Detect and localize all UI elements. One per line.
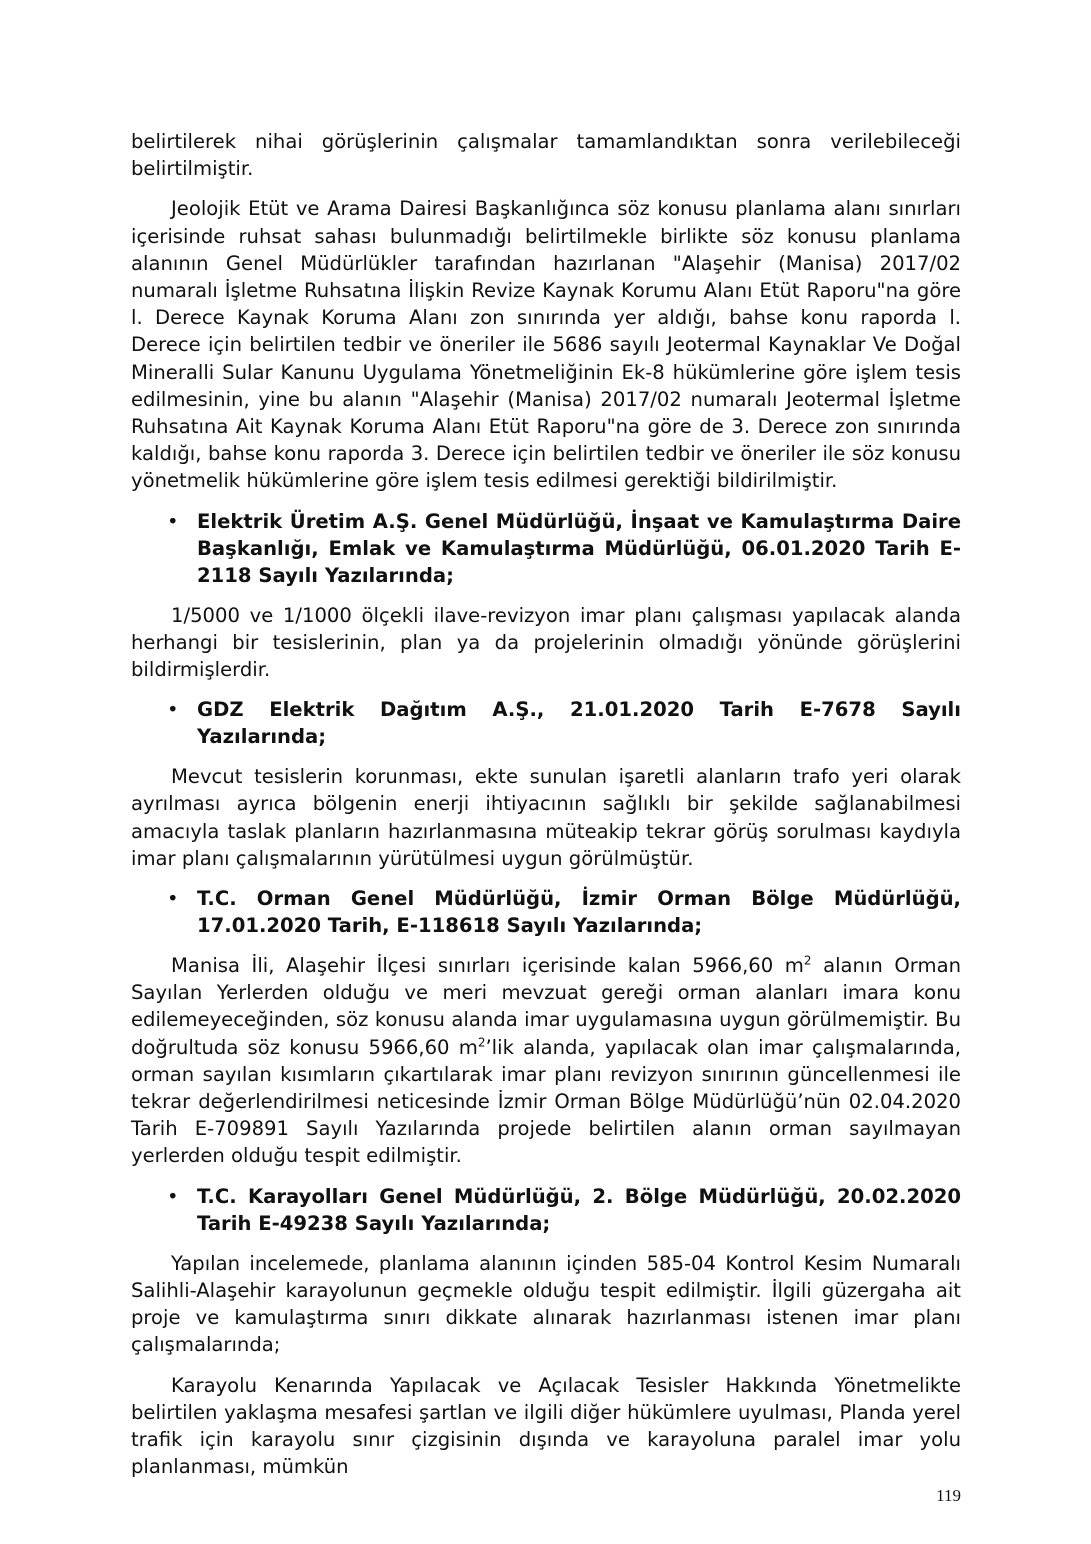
bullet-marker: • xyxy=(167,698,179,722)
bullet-heading-text: Elektrik Üretim A.Ş. Genel Müdürlüğü, İnşaat ve Kamulaştırma Daire Başkanlığı, Emlak ve Kamulaştırma Müdürlüğü, 06.01.2020 Tarih E-2118 Sayılı Yazılarında; xyxy=(197,509,961,587)
superscript-2: 2 xyxy=(477,1035,486,1050)
bullet-heading-text: T.C. Orman Genel Müdürlüğü, İzmir Orman Bölge Müdürlüğü, 17.01.2020 Tarih, E-118618 Sayılı Yazılarında; xyxy=(197,887,961,938)
superscript-2: 2 xyxy=(803,953,812,968)
paragraph-karayollari: Yapılan incelemede, planlama alanının içinden 585-04 Kontrol Kesim Numaralı Salihli-Alaşehir karayolunun geçmekle olduğu tespit edilmiştir. İlgili güzergaha ait proje ve kamulaştırma sınırı dikkate alınarak hazırlanması istenen imar planı çalışmalarında; xyxy=(131,1251,961,1357)
orman-text-part-1: Manisa İli, Alaşehir İlçesi sınırları içerisinde kalan 5966,60 m xyxy=(171,954,804,978)
paragraph-elektrik-uretim: 1/5000 ve 1/1000 ölçekli ilave-revizyon imar planı çalışması yapılacak alanda herhangi bir tesislerinin, plan ya da projelerinin olmadığı yönünde görüşlerini bildirmişlerdir. xyxy=(131,603,961,682)
orman-text-part-3: ’lik alanda, yapılacak olan imar çalışmalarında, orman sayılan kısımların çıkartılarak imar planı revizyon sınırının güncellenmesi ile tekrar değerlendirilmesi neticesinde İzmir Orman Bölge Müdürlüğü’nün 02.04.2020 Tarih E-709891 Sayılı Yazılarında projede belirtilen alanın orman sayılmayan yerlerden olduğu tespit edilmiştir. xyxy=(131,1035,961,1168)
bullet-marker: • xyxy=(167,509,179,533)
paragraph-karayolu-kenari: Karayolu Kenarında Yapılacak ve Açılacak Tesisler Hakkında Yönetmelikte belirtilen yaklaşma mesafesi şartlan ve ilgili diğer hükümlere uyulması, Planda yerel trafik için karayolu sınır çizgisinin dışında ve karayoluna paralel imar yolu planlanması, mümkün xyxy=(131,1373,961,1479)
bullet-marker: • xyxy=(167,887,179,911)
bullet-marker: • xyxy=(167,1184,179,1208)
paragraph-continuation: belirtilerek nihai görüşlerinin çalışmalar tamamlandıktan sonra verilebileceği belirtilmiştir. xyxy=(131,130,961,181)
bullet-heading-text: GDZ Elektrik Dağıtım A.Ş., 21.01.2020 Tarih E-7678 Sayılı Yazılarında; xyxy=(197,698,961,749)
bullet-heading-gdz-elektrik xyxy=(131,696,961,750)
paragraph-gdz-elektrik: Mevcut tesislerin korunması, ekte sunulan işaretli alanların trafo yeri olarak ayrılması ayrıca bölgenin enerji ihtiyacının sağlıklı bir şekilde sağlanabilmesi amacıyla taslak planların hazırlanmasına müteakip tekrar görüş sorulması kaydıyla imar planı çalışmalarının yürütülmesi uygun görülmüştür. xyxy=(131,765,961,870)
bullet-heading-elektrik-uretim xyxy=(131,508,961,589)
document-body xyxy=(131,128,961,1493)
paragraph-orman xyxy=(131,952,961,1170)
bullet-heading-orman xyxy=(131,885,961,939)
paragraph-jeolojik-etut: Jeolojik Etüt ve Arama Dairesi Başkanlığınca söz konusu planlama alanı sınırları içerisinde ruhsat sahası bulunmadığı belirtilmekle birlikte söz konusu planlama alanının Genel Müdürlükler tarafından hazırlanan "Alaşehir (Manisa) 2017/02 numaralı İşletme Ruhsatına İlişkin Revize Kaynak Korumu Alanı Etüt Raporu"na göre l. Derece Kaynak Koruma Alanı zon sınırında yer aldığı, bahse konu raporda l. Derece için belirtilen tedbir ve öneriler ile 5686 sayılı Jeotermal Kaynaklar Ve Doğal Mineralli Sular Kanunu Uygulama Yönetmeliğinin Ek-8 hükümlerine göre işlem tesis edilmesinin, yine bu alanın "Alaşehir (Manisa) 2017/02 numaralı Jeotermal İşletme Ruhsatına Ait Kaynak Koruma Alanı Etüt Raporu"na göre de 3. Derece zon sınırında kaldığı, bahse konu raporda 3. Derece için belirtilen tedbir ve öneriler ile söz konusu yönetmelik hükümlerine göre işlem tesis edilmesi gerektiği bildirilmiştir. xyxy=(131,197,961,493)
orman-text-part-2: alanın Orman Sayılan Yerlerden olduğu ve meri mevzuat gereği orman alanları imara konu edilemeyeceğinden, söz konusu alanda imar uygulamasına uygun görülmemiştir. Bu doğrultuda söz konusu 5966,60 m xyxy=(131,954,961,1059)
page-number: 119 xyxy=(936,1486,961,1505)
bullet-heading-text: T.C. Karayolları Genel Müdürlüğü, 2. Bölge Müdürlüğü, 20.02.2020 Tarih E-49238 Sayılı Yazılarında; xyxy=(197,1184,961,1235)
bullet-heading-karayollari xyxy=(131,1183,961,1237)
